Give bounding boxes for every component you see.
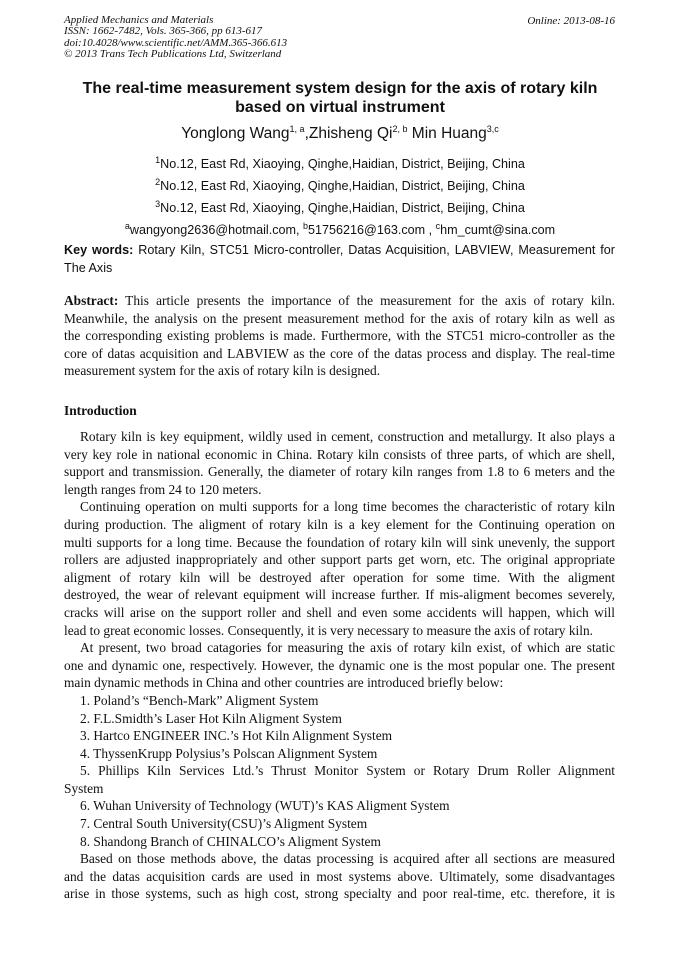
introduction-body [64,428,615,903]
paragraph-line: support and transmission. Generally, the diameter of rotary kiln ranges from 1.8 to 6 meters and the [64,464,615,480]
paragraph-line: Based on those methods above, the datas processing is acquired after all sections are measured [80,851,615,867]
affiliation-text: No.12, East Rd, Xiaoying, Qinghe,Haidian, District, Beijing, China [160,157,525,172]
affiliation-line [40,196,640,218]
affiliation-text: No.12, East Rd, Xiaoying, Qinghe,Haidian, District, Beijing, China [160,201,525,216]
abstract-line [64,327,615,345]
list-item: 6. Wuhan University of Technology (WUT)’s KAS Aligment System [80,798,450,814]
list-item: 2. F.L.Smidth’s Laser Hot Kiln Aligment System [80,710,342,726]
abstract-text: Meanwhile, the analysis on the present measurement method for the axis of rotary kiln as well as [64,310,615,326]
paragraph-line: lead to great economic losses. Consequently, it is very necessary to measure the axis of rotary kiln. [64,622,594,638]
author-name: Min Huang [411,125,487,143]
affiliation-line [40,152,640,174]
email-superscript: b [303,220,309,231]
paragraph-line: arise in those systems, such as high cost, strong specialty and poor real-time, etc. therefore, it is [64,886,615,902]
list-item: 8. Shandong Branch of CHINALCO’s Aligment System [80,833,381,849]
abstract-text: core of datas acquisition and LABVIEW as the core of the datas process and display. The real-time [64,345,615,361]
paragraph-line: multi supports for a long time. Because the foundation of rotary kiln will sink unevenly, the support [64,534,615,550]
author-superscript: 3,c [486,124,499,134]
paragraph-line: main dynamic methods in China and other countries are introduced briefly below: [64,675,504,691]
email-text: hm_cumt@sina.com [440,223,556,238]
list-item: 1. Poland’s “Bench-Mark” Aligment System [80,692,319,708]
abstract [64,292,615,380]
paragraph-line: Rotary kiln is key equipment, wildly used in cement, construction and metallurgy. It also plays a [80,429,615,444]
paragraph-line: one and dynamic one, respectively. However, the dynamic one is the most popular one. The present [64,657,615,673]
title-line: The real-time measurement system design for the axis of rotary kiln [82,80,598,97]
online-date: Online: 2013-08-16 [527,15,615,27]
author-name: Zhisheng Qi [308,125,393,143]
keywords-label: Key words: [64,243,134,257]
affiliations [40,152,640,240]
abstract-text: This article presents the importance of the measurement for the axis of rotary kiln. [125,293,616,308]
keywords-text: The Axis [64,261,113,275]
affiliation-line [40,174,640,196]
paragraph-line: rollers are adjusted inappropriately and other support parts get worn, etc. The original appropriate [64,552,615,568]
abstract-text: measurement system for the axis of rotary kiln is designed. [64,363,381,379]
email-text: 51756216@163.com , [308,223,436,238]
paragraph-line: during production. The aligment of rotary kiln is a key element for the Continuing operation on [64,516,615,532]
list-item: System [64,780,104,796]
email-superscript: a [124,220,130,231]
paragraph-line: cracks will arise on the support roller and shell and even some accidents will happen, which will [64,604,615,620]
doi: doi:10.4028/www.scientific.net/AMM.365-366.613 [64,36,288,49]
affiliation-superscript: 2 [155,176,161,187]
affiliation-superscript: 1 [155,155,161,165]
abstract-line [64,345,615,363]
email-superscript: c [435,220,441,231]
affiliation-text: No.12, East Rd, Xiaoying, Qinghe,Haidian, District, Beijing, China [160,179,525,194]
author-separator: , [304,125,309,143]
section-heading: Introduction [64,403,137,418]
email-text: wangyong2636@hotmail.com, [129,223,303,238]
journal-name: Applied Mechanics and Materials [64,14,214,26]
paper-title [40,80,640,117]
list-item: 4. ThyssenKrupp Polysius’s Polscan Alignment System [80,745,378,761]
copyright: © 2013 Trans Tech Publications Ltd, Switzerland [64,47,282,60]
abstract-label: Abstract: [64,293,119,308]
abstract-line [64,310,615,328]
author-superscript: 1, a [289,124,305,134]
paragraph-line: length ranges from 24 to 120 meters. [64,481,262,497]
list-item: 5. Phillips Kiln Services Ltd.’s Thrust Monitor System or Rotary Drum Roller Alignment [80,763,615,779]
author-superscript: 2, b [392,124,408,134]
abstract-line [64,362,615,380]
keywords [64,241,615,277]
affiliation-superscript: 3 [155,198,161,209]
paragraph-line: destroyed, the wear of relevant equipment will increase further. If mis-aligment becomes severely, [64,587,615,603]
journal-info [64,15,287,60]
list-item: 3. Hartco ENGINEER INC.’s Hot Kiln Alignment System [80,728,393,744]
emails-line [40,218,640,240]
author-name: Yonglong Wang [181,125,290,143]
paragraph-line: Continuing operation on multi supports for a long time becomes the characteristic of rotary kiln [80,499,615,515]
abstract-line [64,292,615,310]
issn: ISSN: 1662-7482, Vols. 365-366, pp 613-617 [64,25,262,38]
paragraph-line: aligment of rotary kiln will be destroyed after operation for some time. With the aligment [64,569,615,585]
paragraph-line: and the datas acquisition cards are used in most systems above. Ultimately, some disadvantages [64,868,615,884]
list-item: 7. Central South University(CSU)’s Aligment System [80,816,368,832]
title-line: based on virtual instrument [235,98,445,116]
paragraph-line: very key role in national economic in China. Rotary kiln consists of three parts, of which are shell, [64,446,615,462]
paragraph-line: At present, two broad catagories for measuring the axis of rotary kiln exist, of which are static [80,640,615,656]
keywords-text: Rotary Kiln, STC51 Micro-controller, Datas Acquisition, LABVIEW, Measurement for [138,243,616,257]
authors [40,124,640,143]
abstract-text: the corresponding existing problems is made. Furthermore, with the STC51 micro-controller as the [64,328,615,344]
